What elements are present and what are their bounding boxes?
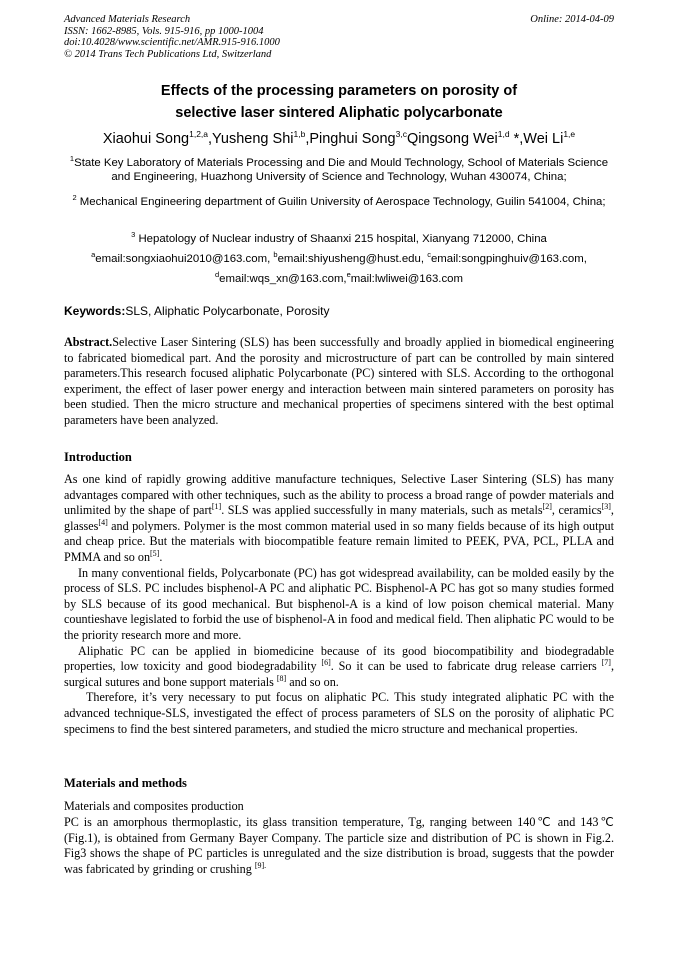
copyright-line: © 2014 Trans Tech Publications Ltd, Switzerland — [64, 48, 272, 60]
affiliation-1 — [64, 152, 614, 185]
intro-p3-text: and so on. — [286, 674, 339, 689]
author-separator: , — [305, 130, 310, 147]
email-a-mark: a — [91, 250, 96, 259]
email-e-mark: e — [346, 270, 351, 279]
paper-title — [64, 80, 614, 124]
keywords-text: SLS, Aliphatic Polycarbonate, Porosity — [125, 304, 330, 318]
intro-p1-text: , ceramics — [551, 503, 602, 518]
email-d-mark: d — [215, 270, 220, 279]
affiliation-2-text: Mechanical Engineering department of Guilin University of Aerospace Technology, Guilin 541004, China; — [79, 195, 606, 208]
journal-name: Advanced Materials Research — [64, 14, 191, 25]
journal-header — [64, 14, 280, 60]
affiliation-2 — [64, 191, 614, 209]
intro-paragraph-1 — [64, 472, 614, 566]
affiliation-1-text: State Key Laboratory of Materials Processing and Die and Mould Technology, School of Materials Science and Engineering, Huazhong University of Science and Technology, Wuhan 430074, China; — [74, 156, 609, 184]
intro-paragraph-3 — [64, 644, 614, 691]
intro-paragraph-4: Therefore, it’s very necessary to put focus on aliphatic PC. This study integrated aliphatic PC with the advanced technique-SLS, investigated the effect of process parameters of SLS on the porosity of aliphatic PC specimens to find the best sintered parameters, and studied the micro structure and mechanical properties. — [64, 690, 614, 736]
affiliation-3-number: 3 — [131, 230, 136, 239]
citation: [8] — [276, 673, 287, 683]
intro-p3-text: , surgical sutures and bone support materials — [64, 659, 614, 689]
author-4-name: Qingsong Wei — [406, 130, 498, 147]
methods-p1-text: PC is an amorphous thermoplastic, its glass transition temperature, Tg, ranging between 140℃ and 143℃(Fig.1), is obtained from Germany Bayer Company. The particle size and distribution of PC is shown in Fig.2. Fig3 shows the shape of PC particles is unregulated and the size distribution is broad, suggests that the powder was fabricated by grinding or crushing — [64, 815, 614, 876]
abstract-text: Selective Laser Sintering (SLS) has been successfully and broadly applied in biomedical engineering to fabricated biomedical part. And the porosity and microstructure of part can be controlled by main sintered parameters.This research focused aliphatic Polycarbonate (PC) sintered with SLS. According to the orthogonal experiment, the effect of laser power energy and interaction between main sintered parameters on porosity has been studied. Then the micro structure and mechanical properties of specimens sintered with the best optimal parameters have been analyzed. — [64, 335, 614, 427]
citation: [7] — [601, 658, 611, 668]
author-separator: , — [208, 130, 213, 147]
email-e: mail:lwliwei@163.com — [350, 272, 463, 285]
methods-body — [64, 815, 614, 877]
citation: [3] — [601, 502, 611, 512]
intro-p1-text: and polymers. Polymer is the most common material used in so many fields because of its high output and cheap price. But the materials with biocompatible feature remain limited to PEEK, PVA, PCL, PLLA and PMMA and so on — [64, 518, 614, 564]
introduction-heading: Introduction — [64, 450, 132, 464]
author-3-affil: 3,c — [395, 129, 407, 139]
methods-subheading: Materials and composites production — [64, 799, 244, 813]
author-3-name: Pinghui Song — [309, 130, 396, 147]
abstract-label: Abstract. — [64, 335, 113, 349]
corresponding-mark: *, — [509, 130, 524, 147]
affiliation-2-number: 2 — [72, 193, 77, 202]
author-2-affil: 1,b — [293, 129, 306, 139]
intro-paragraph-2: In many conventional fields, Polycarbonate (PC) has got widespread availability, can be molded easily by the process of SLS. PC includes bisphenol-A PC and aliphatic PC. Bisphenol-A PC has got so many studies formed by SLS because of its good mechanical. But bisphenol-A is a kind of low poison chemical material. Many countieshave legislated to forbid the use of bisphenol-A in food and medical field. Then aliphatic PC would to be the priority research more and more. — [64, 565, 614, 642]
intro-p1-text: . — [159, 549, 163, 564]
doi-line: doi:10.4028/www.scientific.net/AMR.915-916.1000 — [64, 37, 280, 48]
email-line-1 — [64, 248, 614, 266]
intro-p3-text: Aliphatic PC can be applied in biomedicine because of its good biocompatibility and biodegradable properties, low toxicity and good biodegradability — [64, 643, 614, 674]
email-d: email:wqs_xn@163.com, — [219, 272, 347, 285]
intro-p1-text: . SLS was applied successfully in many materials, such as metals — [221, 503, 543, 518]
introduction-body — [64, 472, 614, 737]
email-c: email:songpinghuiv@163.com, — [430, 252, 587, 265]
citation: [4] — [98, 517, 108, 527]
author-5-affil: 1,e — [563, 129, 576, 139]
keywords-label: Keywords: — [64, 304, 126, 318]
citation: [2] — [542, 502, 552, 512]
abstract — [64, 335, 614, 429]
author-4-affil: 1,d — [497, 129, 510, 139]
keywords — [64, 304, 329, 318]
author-1-affil: 1,2,a — [189, 129, 209, 139]
author-1-name: Xiaohui Song — [102, 130, 190, 147]
citation: [1] — [211, 502, 222, 512]
author-list — [54, 124, 624, 149]
affiliation-1-number: 1 — [69, 154, 75, 163]
issn-line: ISSN: 1662-8985, Vols. 915-916, pp 1000-1004 — [64, 25, 264, 37]
affiliation-3-text: Hepatology of Nuclear industry of Shaanxi 215 hospital, Xianyang 712000, China — [138, 232, 547, 245]
citation: [9]. — [254, 860, 267, 870]
title-line-1: Effects of the processing parameters on porosity of — [160, 83, 518, 99]
citation: [6] — [321, 658, 331, 668]
email-a: email:songxiaohui2010@163.com, — [95, 252, 274, 265]
title-line-2: selective laser sintered Aliphatic polycarbonate — [175, 105, 503, 121]
intro-p1-text: , glasses — [64, 503, 614, 533]
affiliation-3 — [64, 228, 614, 246]
author-5-name: Wei Li — [523, 130, 564, 147]
methods-heading: Materials and methods — [64, 776, 187, 790]
methods-paragraph-1 — [64, 815, 614, 877]
email-b: email:shiyusheng@hust.edu, — [277, 252, 428, 265]
email-c-mark: c — [427, 250, 431, 259]
email-b-mark: b — [273, 250, 278, 259]
online-date: Online: 2014-04-09 — [530, 14, 614, 25]
intro-p1-text: As one kind of rapidly growing additive manufacture techniques, Selective Laser Sintering (SLS) has many advantages compared with other techniques, such as the ability to process a broad range of powder materials and unlimited by the shape of part — [64, 472, 614, 518]
email-line-2 — [64, 268, 614, 286]
intro-p3-text: . So it can be used to fabricate drug release carriers — [330, 659, 602, 674]
citation: [5] — [150, 548, 160, 558]
author-2-name: Yusheng Shi — [212, 130, 294, 147]
